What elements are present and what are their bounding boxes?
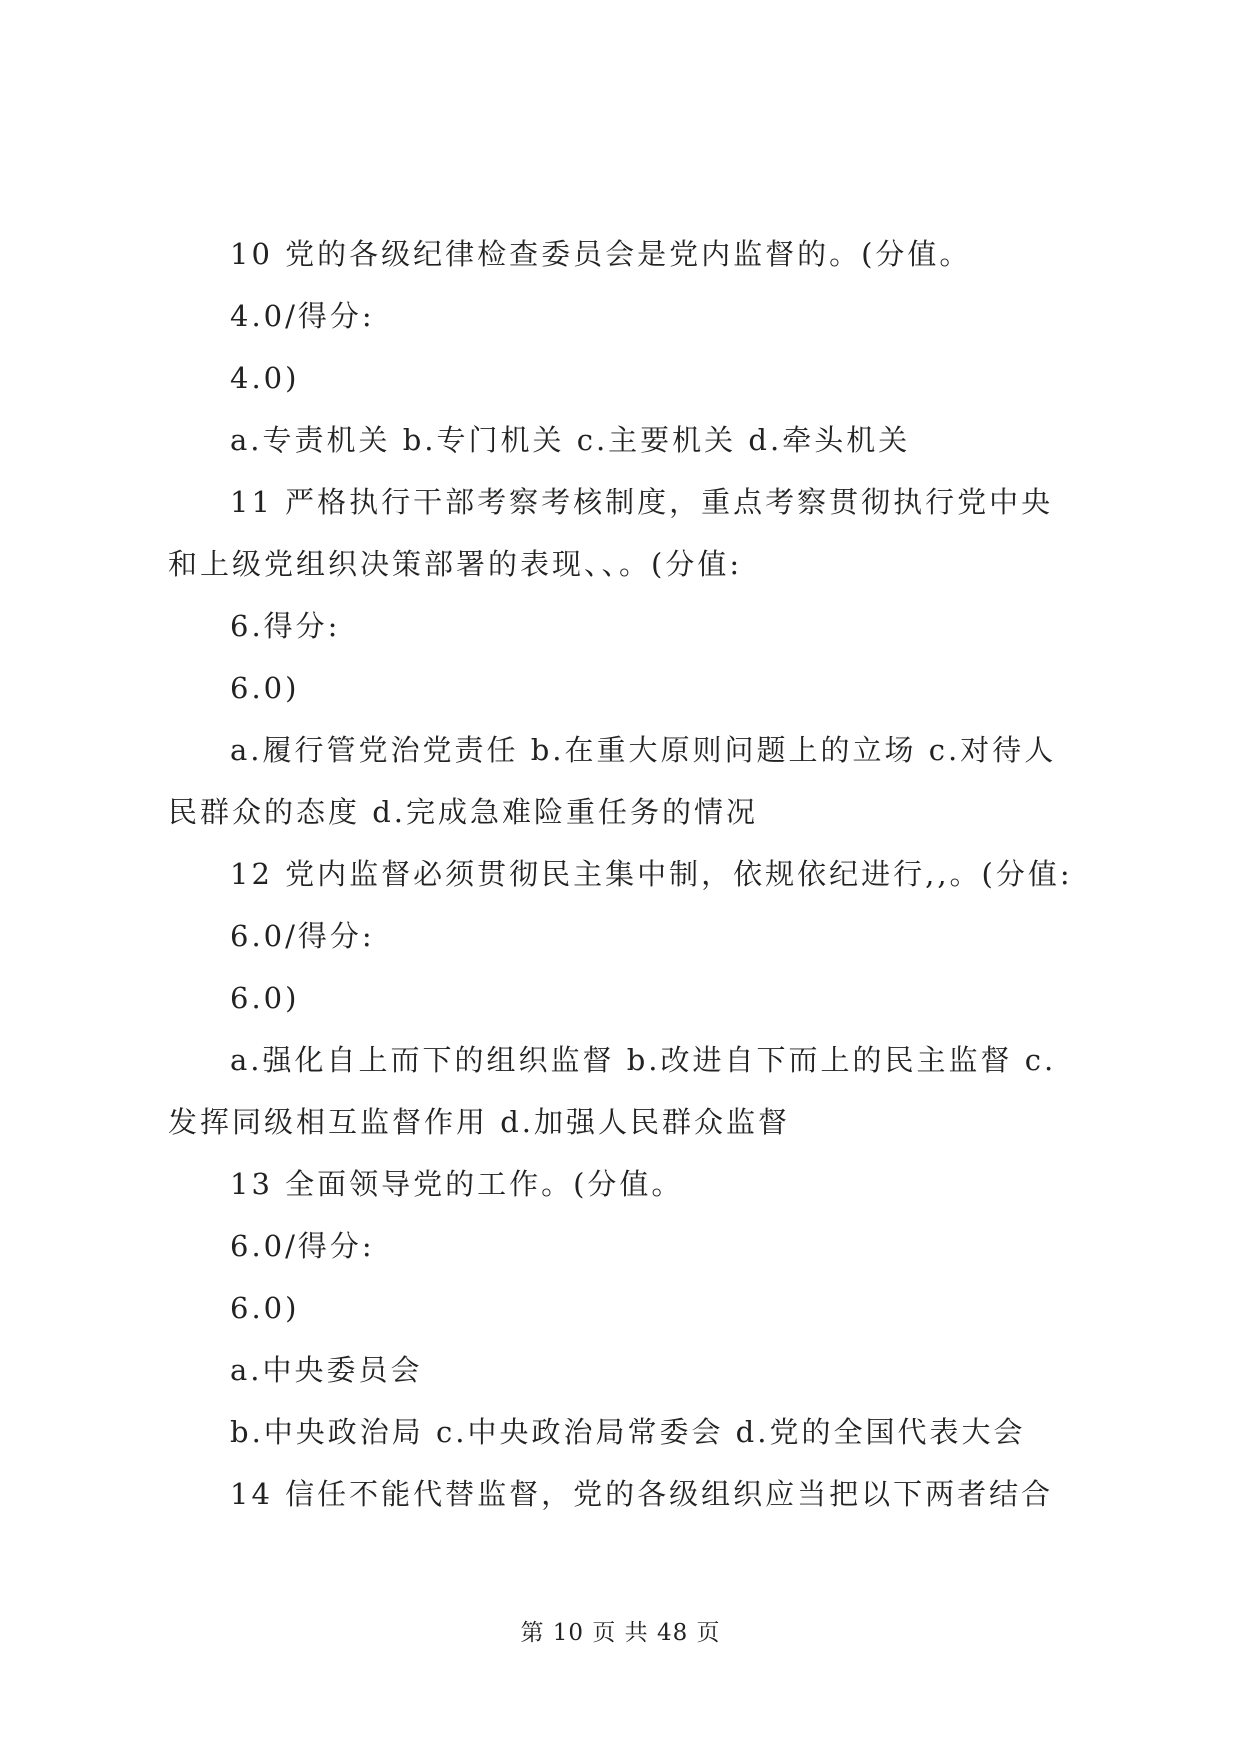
question-10-score-value: 4.0) (230, 361, 300, 395)
question-11-options: a.履行管党治党责任 b.在重大原则问题上的立场 c.对待人 (230, 733, 1057, 767)
question-13-options-bcd: b.中央政治局 c.中央政治局常委会 d.党的全国代表大会 (230, 1415, 1026, 1449)
question-12-options: a.强化自上而下的组织监督 b.改进自下而上的民主监督 c. (230, 1043, 1057, 1077)
question-12-score-value: 6.0) (230, 981, 300, 1015)
question-11-text-continued: 和上级党组织决策部署的表现、、。(分值: (168, 547, 743, 581)
question-13-score: 6.0/得分: (230, 1229, 375, 1263)
question-13-text: 13 全面领导党的工作。(分值。 (230, 1167, 684, 1201)
question-11-options-continued: 民群众的态度 d.完成急难险重任务的情况 (168, 795, 759, 829)
question-14-text: 14 信任不能代替监督，党的各级组织应当把以下两者结合 (230, 1477, 1054, 1511)
question-11-text: 11 严格执行干部考察考核制度，重点考察贯彻执行党中央 (230, 485, 1054, 519)
question-11-score-value: 6.0) (230, 671, 300, 705)
question-10-score: 4.0/得分: (230, 299, 375, 333)
question-10-text: 10 党的各级纪律检查委员会是党内监督的。(分值。 (230, 237, 972, 271)
question-11-score: 6.得分: (230, 609, 341, 643)
question-13-score-value: 6.0) (230, 1291, 300, 1325)
page-footer: 第 10 页 共 48 页 (520, 1620, 721, 1646)
question-12-text: 12 党内监督必须贯彻民主集中制，依规依纪进行,,。(分值: (230, 857, 1073, 891)
question-13-option-a: a.中央委员会 (230, 1353, 423, 1387)
question-10-options: a.专责机关 b.专门机关 c.主要机关 d.牵头机关 (230, 423, 911, 457)
question-12-options-continued: 发挥同级相互监督作用 d.加强人民群众监督 (168, 1105, 791, 1139)
question-12-score: 6.0/得分: (230, 919, 375, 953)
